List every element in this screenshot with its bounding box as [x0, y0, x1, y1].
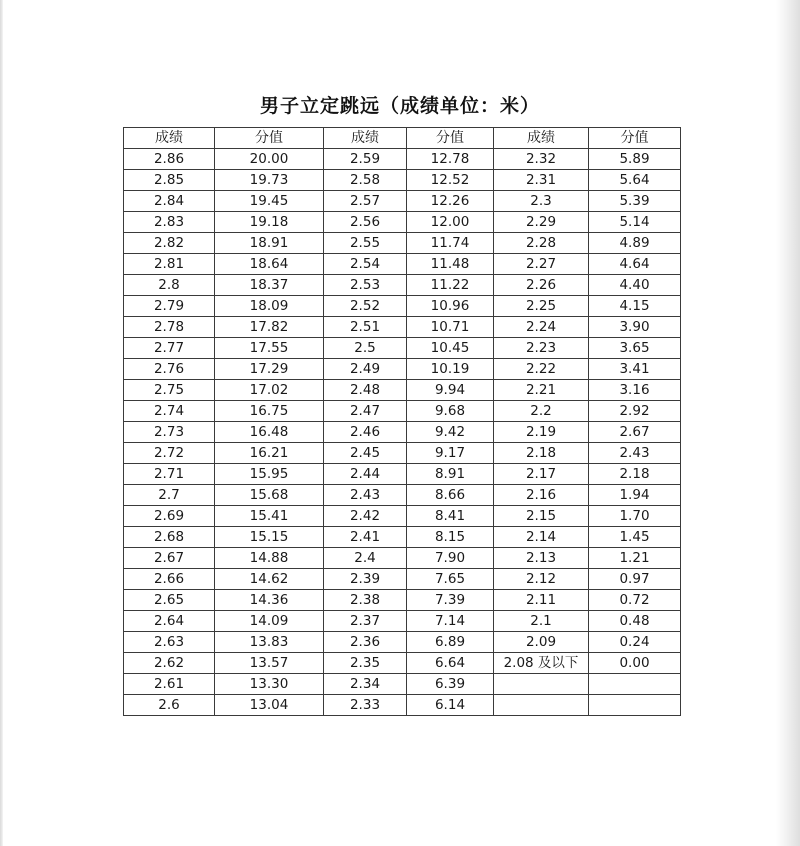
table-header-row — [124, 128, 681, 149]
cell-points-2: 8.91 — [407, 464, 494, 485]
cell-score-2: 2.44 — [324, 464, 407, 485]
cell-points-3: 3.41 — [589, 359, 681, 380]
cell-points-3: 5.14 — [589, 212, 681, 233]
page-edge-left — [0, 0, 3, 846]
cell-points-3: 1.21 — [589, 548, 681, 569]
table-row — [124, 149, 681, 170]
cell-points-2: 6.64 — [407, 653, 494, 674]
cell-points-2: 7.39 — [407, 590, 494, 611]
cell-score-3: 2.23 — [494, 338, 589, 359]
cell-score-3: 2.1 — [494, 611, 589, 632]
cell-points-2: 7.65 — [407, 569, 494, 590]
cell-points-2: 9.17 — [407, 443, 494, 464]
header-score-2: 成绩 — [324, 128, 407, 149]
cell-points-2: 9.68 — [407, 401, 494, 422]
cell-points-1: 19.45 — [215, 191, 324, 212]
cell-score-3: 2.19 — [494, 422, 589, 443]
cell-score-3: 2.12 — [494, 569, 589, 590]
cell-points-1: 15.68 — [215, 485, 324, 506]
cell-score-1: 2.62 — [124, 653, 215, 674]
cell-score-3: 2.17 — [494, 464, 589, 485]
cell-points-1: 13.83 — [215, 632, 324, 653]
cell-points-1: 17.02 — [215, 380, 324, 401]
cell-points-1: 19.18 — [215, 212, 324, 233]
cell-score-1: 2.78 — [124, 317, 215, 338]
table-row — [124, 611, 681, 632]
cell-points-3: 2.67 — [589, 422, 681, 443]
cell-points-2: 11.48 — [407, 254, 494, 275]
cell-points-1: 14.36 — [215, 590, 324, 611]
header-score-3: 成绩 — [494, 128, 589, 149]
table-row — [124, 275, 681, 296]
cell-score-3 — [494, 695, 589, 716]
cell-points-3: 2.43 — [589, 443, 681, 464]
cell-score-3: 2.29 — [494, 212, 589, 233]
cell-points-1: 13.04 — [215, 695, 324, 716]
cell-score-3: 2.16 — [494, 485, 589, 506]
cell-score-2: 2.55 — [324, 233, 407, 254]
table-row — [124, 317, 681, 338]
cell-score-3 — [494, 674, 589, 695]
cell-points-3: 3.16 — [589, 380, 681, 401]
cell-score-1: 2.85 — [124, 170, 215, 191]
cell-score-2: 2.49 — [324, 359, 407, 380]
cell-points-2: 8.15 — [407, 527, 494, 548]
cell-score-2: 2.4 — [324, 548, 407, 569]
table-row — [124, 212, 681, 233]
cell-score-3: 2.18 — [494, 443, 589, 464]
cell-score-3: 2.2 — [494, 401, 589, 422]
header-score-1: 成绩 — [124, 128, 215, 149]
cell-score-3: 2.11 — [494, 590, 589, 611]
cell-score-1: 2.66 — [124, 569, 215, 590]
cell-score-2: 2.5 — [324, 338, 407, 359]
cell-score-1: 2.69 — [124, 506, 215, 527]
cell-points-2: 8.41 — [407, 506, 494, 527]
cell-points-2: 7.90 — [407, 548, 494, 569]
cell-score-2: 2.48 — [324, 380, 407, 401]
cell-points-2: 6.39 — [407, 674, 494, 695]
cell-points-3 — [589, 674, 681, 695]
cell-points-2: 6.14 — [407, 695, 494, 716]
table-row — [124, 569, 681, 590]
cell-points-2: 7.14 — [407, 611, 494, 632]
table-row — [124, 296, 681, 317]
cell-points-3: 5.39 — [589, 191, 681, 212]
cell-score-2: 2.58 — [324, 170, 407, 191]
cell-score-1: 2.86 — [124, 149, 215, 170]
cell-score-3: 2.28 — [494, 233, 589, 254]
cell-points-1: 14.88 — [215, 548, 324, 569]
cell-score-3: 2.26 — [494, 275, 589, 296]
cell-score-3: 2.21 — [494, 380, 589, 401]
cell-points-1: 18.09 — [215, 296, 324, 317]
cell-score-1: 2.72 — [124, 443, 215, 464]
cell-score-2: 2.51 — [324, 317, 407, 338]
cell-points-2: 10.71 — [407, 317, 494, 338]
cell-score-2: 2.59 — [324, 149, 407, 170]
cell-score-1: 2.8 — [124, 275, 215, 296]
cell-score-3: 2.25 — [494, 296, 589, 317]
cell-points-1: 15.41 — [215, 506, 324, 527]
table-row — [124, 422, 681, 443]
table-row — [124, 380, 681, 401]
cell-points-3 — [589, 695, 681, 716]
cell-points-1: 20.00 — [215, 149, 324, 170]
cell-points-3: 0.00 — [589, 653, 681, 674]
cell-points-1: 18.37 — [215, 275, 324, 296]
cell-score-3: 2.22 — [494, 359, 589, 380]
score-table — [123, 127, 681, 716]
cell-score-2: 2.37 — [324, 611, 407, 632]
cell-points-1: 16.21 — [215, 443, 324, 464]
cell-score-2: 2.46 — [324, 422, 407, 443]
table-row — [124, 338, 681, 359]
cell-score-2: 2.34 — [324, 674, 407, 695]
cell-points-2: 11.74 — [407, 233, 494, 254]
cell-score-3: 2.14 — [494, 527, 589, 548]
cell-points-2: 10.19 — [407, 359, 494, 380]
cell-points-3: 4.89 — [589, 233, 681, 254]
table-row — [124, 548, 681, 569]
table-body — [124, 149, 681, 716]
page-edge-right — [776, 0, 800, 846]
cell-score-2: 2.41 — [324, 527, 407, 548]
cell-points-1: 13.30 — [215, 674, 324, 695]
cell-score-3: 2.08 及以下 — [494, 653, 589, 674]
cell-score-1: 2.61 — [124, 674, 215, 695]
cell-points-1: 14.09 — [215, 611, 324, 632]
cell-score-2: 2.43 — [324, 485, 407, 506]
table-row — [124, 443, 681, 464]
cell-points-1: 13.57 — [215, 653, 324, 674]
cell-points-3: 4.64 — [589, 254, 681, 275]
cell-score-3: 2.32 — [494, 149, 589, 170]
cell-score-3: 2.24 — [494, 317, 589, 338]
cell-points-3: 0.24 — [589, 632, 681, 653]
cell-points-3: 5.64 — [589, 170, 681, 191]
cell-score-1: 2.67 — [124, 548, 215, 569]
cell-score-2: 2.57 — [324, 191, 407, 212]
header-points-3: 分值 — [589, 128, 681, 149]
table-row — [124, 527, 681, 548]
cell-score-2: 2.33 — [324, 695, 407, 716]
cell-points-2: 8.66 — [407, 485, 494, 506]
cell-points-1: 17.29 — [215, 359, 324, 380]
cell-score-1: 2.77 — [124, 338, 215, 359]
cell-score-2: 2.36 — [324, 632, 407, 653]
cell-points-1: 16.48 — [215, 422, 324, 443]
cell-score-3: 2.27 — [494, 254, 589, 275]
cell-points-1: 16.75 — [215, 401, 324, 422]
cell-score-2: 2.45 — [324, 443, 407, 464]
cell-score-1: 2.76 — [124, 359, 215, 380]
cell-score-1: 2.83 — [124, 212, 215, 233]
table-row — [124, 506, 681, 527]
cell-score-3: 2.13 — [494, 548, 589, 569]
table-row — [124, 653, 681, 674]
cell-points-3: 1.45 — [589, 527, 681, 548]
cell-points-2: 9.94 — [407, 380, 494, 401]
cell-points-1: 15.15 — [215, 527, 324, 548]
cell-score-2: 2.39 — [324, 569, 407, 590]
cell-points-1: 14.62 — [215, 569, 324, 590]
cell-score-1: 2.68 — [124, 527, 215, 548]
cell-score-2: 2.54 — [324, 254, 407, 275]
cell-score-1: 2.74 — [124, 401, 215, 422]
cell-points-3: 0.97 — [589, 569, 681, 590]
cell-score-1: 2.79 — [124, 296, 215, 317]
table-row — [124, 401, 681, 422]
cell-points-2: 9.42 — [407, 422, 494, 443]
cell-points-3: 4.15 — [589, 296, 681, 317]
table-row — [124, 191, 681, 212]
table-row — [124, 254, 681, 275]
cell-points-1: 18.91 — [215, 233, 324, 254]
table-row — [124, 674, 681, 695]
cell-points-1: 17.55 — [215, 338, 324, 359]
cell-score-3: 2.3 — [494, 191, 589, 212]
header-points-1: 分值 — [215, 128, 324, 149]
cell-score-1: 2.73 — [124, 422, 215, 443]
cell-score-2: 2.38 — [324, 590, 407, 611]
cell-points-1: 17.82 — [215, 317, 324, 338]
cell-score-3: 2.31 — [494, 170, 589, 191]
table-row — [124, 485, 681, 506]
cell-score-2: 2.35 — [324, 653, 407, 674]
cell-score-2: 2.52 — [324, 296, 407, 317]
table-row — [124, 632, 681, 653]
cell-points-2: 10.96 — [407, 296, 494, 317]
page-title: 男子立定跳远（成绩单位：米） — [259, 95, 540, 117]
cell-points-3: 2.92 — [589, 401, 681, 422]
cell-points-1: 18.64 — [215, 254, 324, 275]
cell-points-3: 5.89 — [589, 149, 681, 170]
cell-points-1: 19.73 — [215, 170, 324, 191]
cell-score-2: 2.47 — [324, 401, 407, 422]
cell-points-1: 15.95 — [215, 464, 324, 485]
cell-points-3: 0.48 — [589, 611, 681, 632]
header-points-2: 分值 — [407, 128, 494, 149]
cell-points-3: 2.18 — [589, 464, 681, 485]
table-row — [124, 590, 681, 611]
cell-points-2: 6.89 — [407, 632, 494, 653]
cell-score-1: 2.64 — [124, 611, 215, 632]
cell-points-3: 3.65 — [589, 338, 681, 359]
cell-score-2: 2.53 — [324, 275, 407, 296]
cell-score-1: 2.75 — [124, 380, 215, 401]
table-row — [124, 464, 681, 485]
cell-points-2: 10.45 — [407, 338, 494, 359]
cell-points-2: 11.22 — [407, 275, 494, 296]
cell-score-1: 2.82 — [124, 233, 215, 254]
cell-score-2: 2.56 — [324, 212, 407, 233]
cell-score-1: 2.65 — [124, 590, 215, 611]
cell-points-2: 12.26 — [407, 191, 494, 212]
cell-points-3: 0.72 — [589, 590, 681, 611]
cell-score-3: 2.09 — [494, 632, 589, 653]
cell-points-3: 1.70 — [589, 506, 681, 527]
table-row — [124, 170, 681, 191]
table-row — [124, 233, 681, 254]
cell-points-2: 12.00 — [407, 212, 494, 233]
cell-score-1: 2.71 — [124, 464, 215, 485]
cell-score-3: 2.15 — [494, 506, 589, 527]
cell-points-2: 12.52 — [407, 170, 494, 191]
cell-score-1: 2.6 — [124, 695, 215, 716]
cell-points-3: 1.94 — [589, 485, 681, 506]
cell-score-1: 2.84 — [124, 191, 215, 212]
cell-points-3: 4.40 — [589, 275, 681, 296]
cell-score-2: 2.42 — [324, 506, 407, 527]
table-row — [124, 359, 681, 380]
cell-points-2: 12.78 — [407, 149, 494, 170]
cell-score-1: 2.81 — [124, 254, 215, 275]
cell-score-1: 2.7 — [124, 485, 215, 506]
cell-score-1: 2.63 — [124, 632, 215, 653]
cell-points-3: 3.90 — [589, 317, 681, 338]
table-row — [124, 695, 681, 716]
